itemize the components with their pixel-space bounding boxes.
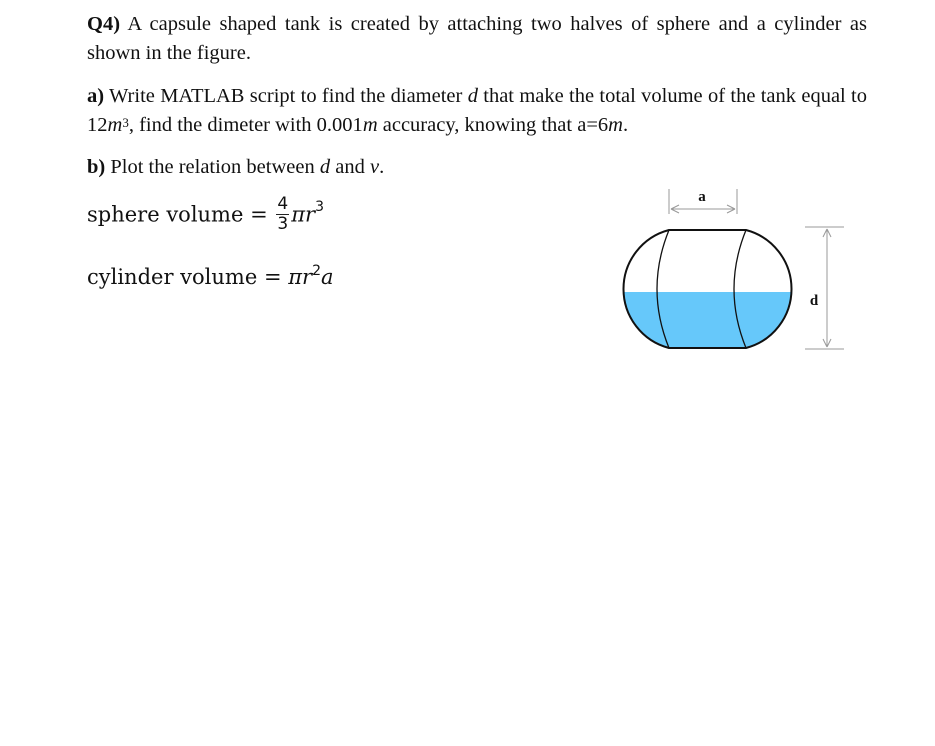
sphere-volume-lhs: sphere volume [87, 202, 244, 227]
part-a-text-3: , find the dimeter with 0.001 [128, 114, 363, 136]
part-a-var-d: d [467, 85, 478, 107]
cylinder-exponent: 2 [312, 263, 322, 279]
cylinder-volume-formula [87, 265, 334, 289]
cylinder-equals: = [263, 265, 282, 289]
label-d: d [809, 293, 819, 309]
cylinder-a: a [321, 265, 334, 289]
part-a-text-1: Write MATLAB script to find the diameter [109, 85, 463, 107]
label-a: a [698, 189, 706, 205]
cylinder-volume-lhs: cylinder volume [87, 265, 258, 289]
fraction-numerator: 4 [277, 194, 289, 214]
part-b [87, 153, 867, 182]
dimension-d [805, 227, 844, 349]
part-a-label: a) [87, 85, 105, 107]
part-a-unit-m: m [107, 114, 123, 136]
sphere-equals: = [250, 202, 268, 227]
part-a-exp: 3 [122, 115, 129, 130]
part-a-text-2: that make the total volume of the tank equal to 12 [87, 85, 868, 136]
part-a-text-5: . [622, 114, 629, 136]
part-a-unit-m3: m [608, 114, 623, 136]
part-b-text-1: Plot the relation between [110, 156, 315, 178]
part-b-var-d: d [319, 156, 331, 178]
part-a-unit-m2: m [362, 114, 378, 136]
fraction-denominator: 3 [277, 214, 289, 234]
water-fill [600, 292, 860, 362]
sphere-volume-formula [87, 196, 324, 256]
part-b-label: b) [87, 156, 106, 178]
question-number: Q4) [87, 13, 121, 35]
part-b-text-3: . [379, 156, 385, 178]
fraction-four-thirds [276, 196, 289, 233]
sphere-exponent: 3 [315, 199, 324, 215]
part-a [87, 82, 867, 140]
cylinder-pi-r: πr [288, 265, 313, 289]
question-intro [87, 10, 867, 68]
capsule-tank-figure [600, 182, 860, 362]
part-a-text-4: accuracy, knowing that a=6 [382, 114, 609, 136]
question-intro-text: A capsule shaped tank is created by attaching two halves of sphere and a cylinder as shown in the figure. [87, 13, 868, 64]
part-b-text-2: and [335, 156, 365, 178]
sphere-pi-r: πr [291, 202, 316, 227]
part-b-var-v: v [369, 156, 380, 178]
